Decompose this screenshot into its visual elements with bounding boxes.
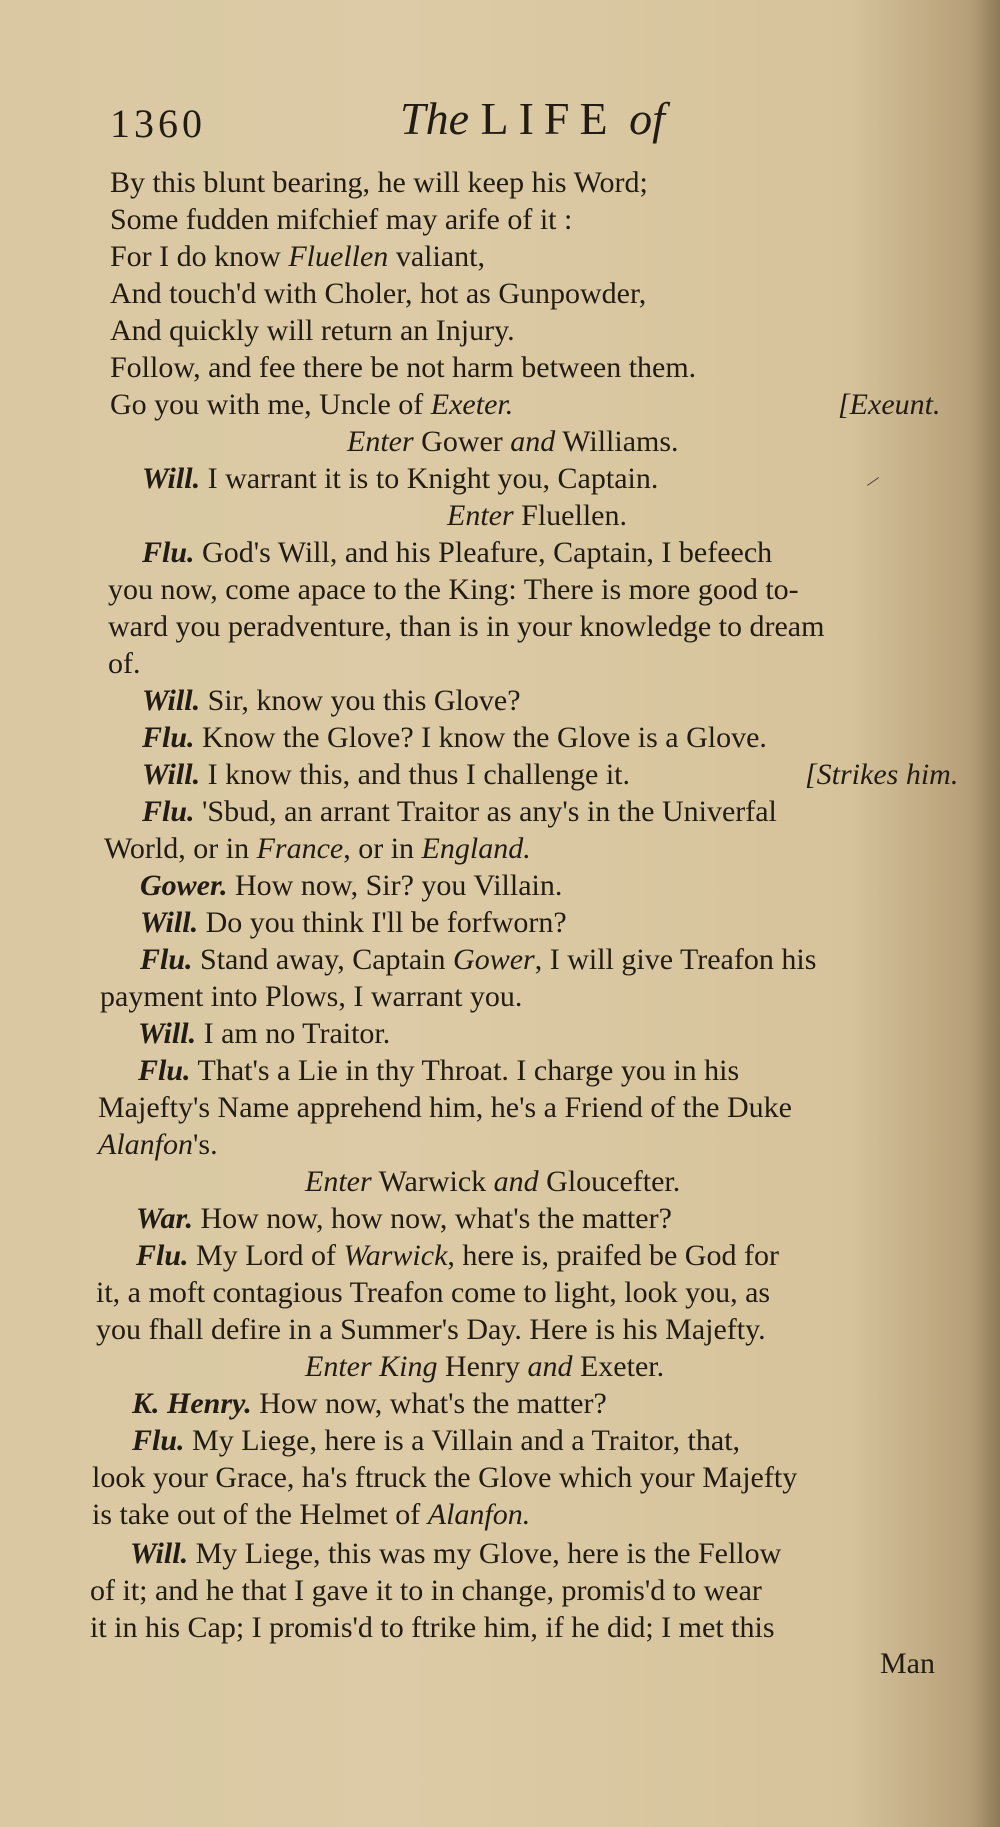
- line-italic: Alanfon.: [427, 1498, 531, 1531]
- line-text: you fhall defire in a Summer's Day. Here is his Majefty.: [96, 1313, 766, 1346]
- speaker-prefix: Gower.: [140, 869, 228, 902]
- line-text: That's a Lie in thy Throat. I charge you in his: [190, 1054, 740, 1087]
- text-line: [110, 313, 515, 349]
- line-text: , I will give Treafon his: [534, 943, 817, 976]
- speaker-prefix: Flu.: [140, 943, 193, 976]
- speech-line: [140, 905, 567, 941]
- line-text: payment into Plows, I warrant you.: [100, 980, 523, 1013]
- line-text: Go you with me, Uncle of: [110, 388, 431, 421]
- text-line: [100, 979, 522, 1015]
- title-post: of: [629, 93, 665, 144]
- line-text: valiant,: [388, 240, 485, 273]
- speaker-prefix: Flu.: [136, 1239, 189, 1272]
- speech-line: [140, 942, 816, 978]
- line-text: Majefty's Name apprehend him, he's a Friend of the Duke: [98, 1091, 792, 1124]
- text-line: [108, 646, 141, 682]
- text-line: [110, 387, 513, 423]
- line-text: look your Grace, ha's ftruck the Glove which your Majefty: [92, 1461, 798, 1494]
- line-text: And quickly will return an Injury.: [110, 314, 515, 347]
- line-text: My Liege, here is a Villain and a Traitor, that,: [184, 1424, 741, 1457]
- speaker-prefix: Flu.: [132, 1424, 185, 1457]
- text-line: [96, 1275, 770, 1311]
- line-text: I know this, and thus I challenge it.: [200, 758, 630, 791]
- speaker-prefix: K. Henry.: [132, 1387, 252, 1420]
- sd-italic: and: [493, 1165, 539, 1198]
- line-text: I am no Traitor.: [196, 1017, 391, 1050]
- stage-direction: [305, 1349, 664, 1385]
- speech-line: [142, 720, 767, 756]
- catchword: Man: [880, 1647, 935, 1680]
- speech-line: [132, 1386, 607, 1422]
- line-text: of it; and he that I gave it to in change, promis'd to wear: [90, 1574, 762, 1607]
- line-text: By this blunt bearing, he will keep his Word;: [110, 166, 648, 199]
- sd-italic: Enter: [347, 425, 414, 458]
- line-text: Some fudden mifchief may arife of it :: [110, 203, 573, 236]
- text-line: [108, 572, 799, 608]
- text-line: [110, 350, 696, 386]
- line-text: For I do know: [110, 240, 289, 273]
- stage-direction-exeunt: [838, 387, 940, 423]
- speech-line: [136, 1238, 779, 1274]
- text-line: [98, 1090, 792, 1126]
- text-line: [92, 1460, 797, 1496]
- line-italic: France: [256, 832, 344, 865]
- text-line: [98, 1127, 218, 1163]
- speech-line: [130, 1536, 781, 1572]
- line-text: Sir, know you this Glove?: [200, 684, 521, 717]
- line-italic: Warwick: [343, 1239, 448, 1272]
- sd-italic: and: [527, 1350, 573, 1383]
- sd-name: Gloucefter.: [538, 1165, 681, 1198]
- sd-name: Fluellen.: [513, 499, 627, 532]
- sd-name: Williams.: [555, 425, 679, 458]
- text-line: [92, 1497, 530, 1533]
- speech-line: [142, 757, 630, 793]
- sd-name: Henry: [437, 1350, 528, 1383]
- line-text: you now, come apace to the King: There is more good to-: [108, 573, 799, 606]
- text-line: [110, 165, 648, 201]
- print-mark: [867, 477, 879, 486]
- line-italic: Alanfon: [98, 1128, 193, 1161]
- speaker-prefix: Flu.: [142, 721, 195, 754]
- text-line: [108, 609, 824, 645]
- text-line: [104, 831, 531, 867]
- line-text: it, a moft contagious Treafon come to light, look you, as: [96, 1276, 771, 1309]
- text-line: [90, 1610, 775, 1646]
- sd-name: Warwick: [371, 1165, 494, 1198]
- line-text: , here is, praifed be God for: [447, 1239, 779, 1272]
- line-text: Do you think I'll be forfworn?: [198, 906, 567, 939]
- sd-name: Exeter.: [572, 1350, 665, 1383]
- text-line: [110, 239, 485, 275]
- text-line: [90, 1573, 762, 1609]
- line-text: My Lord of: [188, 1239, 344, 1272]
- sd-italic: Enter: [305, 1165, 372, 1198]
- speaker-prefix: Will.: [142, 462, 201, 495]
- speech-line: [138, 1016, 390, 1052]
- stage-direction: [347, 424, 679, 460]
- line-text: 'Sbud, an arrant Traitor as any's in the Univerfal: [194, 795, 777, 828]
- speaker-prefix: Flu.: [142, 795, 195, 828]
- stage-direction-strikes: [805, 757, 958, 793]
- exeunt-text: [Exeunt.: [838, 388, 941, 421]
- line-text: God's Will, and his Pleafure, Captain, I befeech: [194, 536, 773, 569]
- stage-direction: [305, 1164, 680, 1200]
- line-italic: Fluellen: [288, 240, 389, 273]
- text-line: [110, 276, 646, 312]
- speaker-prefix: Will.: [142, 684, 201, 717]
- speech-line: [142, 794, 777, 830]
- line-text: Follow, and fee there be not harm between them.: [110, 351, 697, 384]
- speech-line: [142, 683, 521, 719]
- page-number: 1360: [110, 101, 206, 146]
- sd-italic: Enter: [447, 499, 514, 532]
- line-text: is take out of the Helmet of: [92, 1498, 428, 1531]
- line-text: Stand away, Captain: [192, 943, 454, 976]
- sd-italic: Enter King: [305, 1350, 438, 1383]
- strikes-text: [Strikes him.: [805, 758, 959, 791]
- line-text: How now, how now, what's the matter?: [192, 1202, 672, 1235]
- sd-italic: and: [510, 425, 556, 458]
- line-italic: England.: [421, 832, 531, 865]
- line-text: How now, Sir? you Villain.: [227, 869, 563, 902]
- title-pre: The: [400, 93, 469, 144]
- line-text: 's.: [193, 1128, 218, 1161]
- line-text: it in his Cap; I promis'd to ftrike him, if he did; I met this: [90, 1611, 775, 1644]
- text-line: [96, 1312, 766, 1348]
- line-text: My Liege, this was my Glove, here is the Fellow: [188, 1537, 782, 1570]
- speaker-prefix: Flu.: [138, 1054, 191, 1087]
- line-italic: Exeter.: [430, 388, 514, 421]
- sd-name: Gower: [413, 425, 511, 458]
- speech-line: [132, 1423, 740, 1459]
- running-title: [400, 92, 665, 145]
- speaker-prefix: Flu.: [142, 536, 195, 569]
- line-text: I warrant it is to Knight you, Captain.: [200, 462, 659, 495]
- line-text: World, or in: [104, 832, 257, 865]
- line-text: , or in: [343, 832, 422, 865]
- speaker-prefix: Will.: [142, 758, 201, 791]
- line-italic: Gower: [453, 943, 535, 976]
- line-text: How now, what's the matter?: [251, 1387, 607, 1420]
- line-text: of.: [108, 647, 141, 680]
- title-caps: LIFE: [480, 93, 618, 144]
- line-text: ward you peradventure, than is in your knowledge to dream: [108, 610, 825, 643]
- speaker-prefix: Will.: [140, 906, 199, 939]
- line-text: Know the Glove? I know the Glove is a Glove.: [194, 721, 767, 754]
- speaker-prefix: Will.: [138, 1017, 197, 1050]
- speaker-prefix: War.: [136, 1202, 193, 1235]
- text-line: [110, 202, 572, 238]
- stage-direction: [447, 498, 627, 534]
- speech-line: [138, 1053, 739, 1089]
- speech-line: [142, 535, 772, 571]
- line-text: And touch'd with Choler, hot as Gunpowder,: [110, 277, 647, 310]
- speech-line: [136, 1201, 672, 1237]
- speaker-prefix: Will.: [130, 1537, 189, 1570]
- page-header: [110, 92, 960, 152]
- speech-line: [140, 868, 562, 904]
- speech-line: [142, 461, 658, 497]
